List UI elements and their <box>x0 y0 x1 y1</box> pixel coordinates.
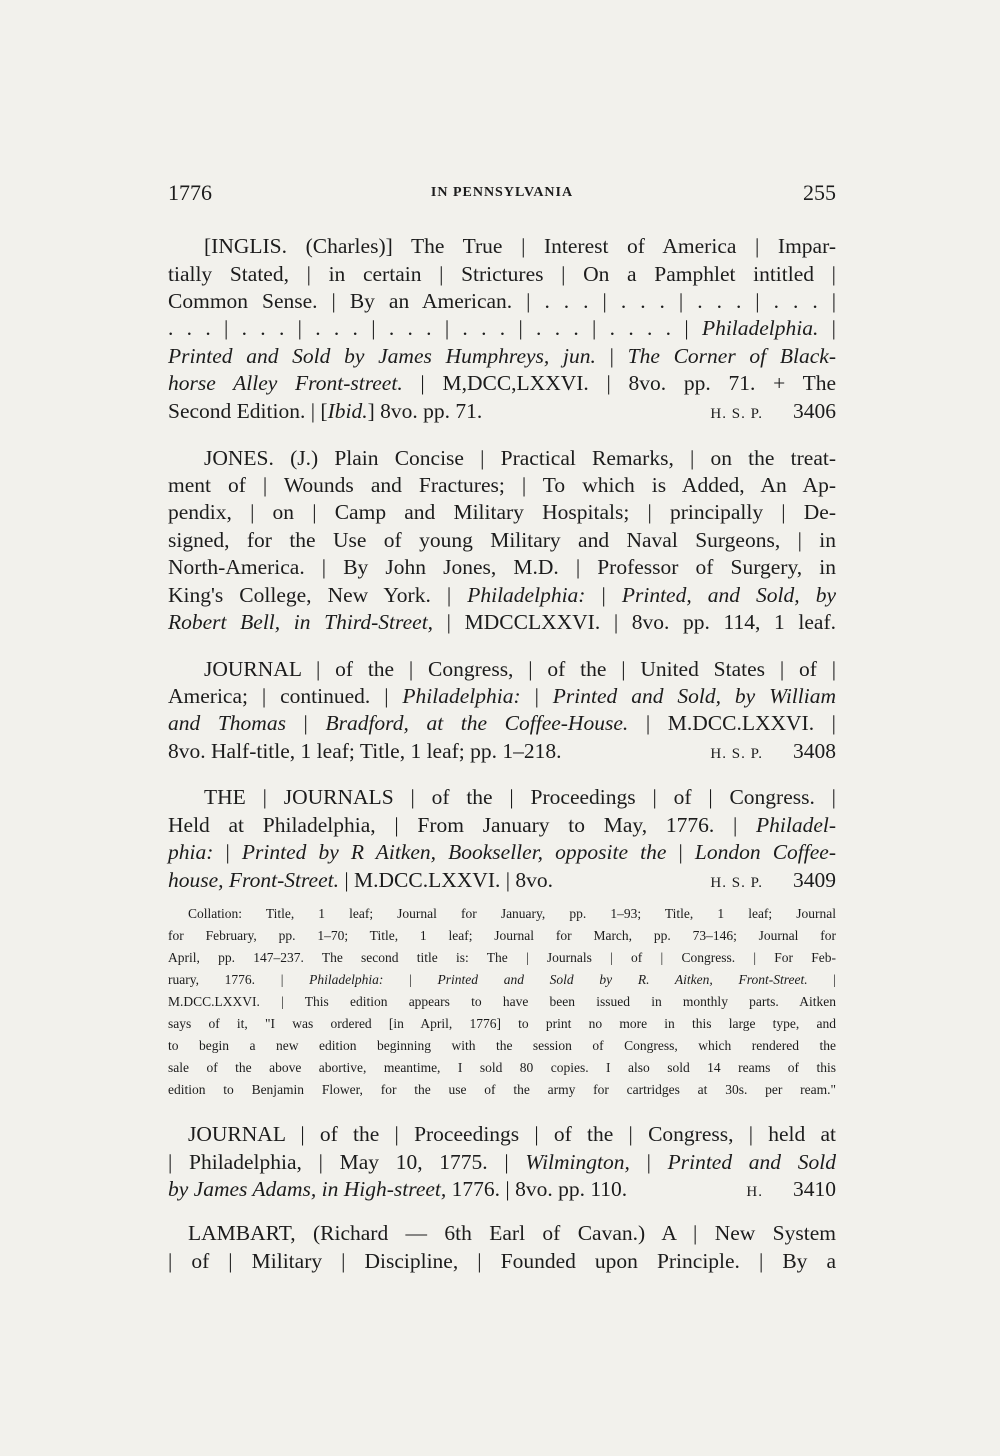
italic-text: Philadelphia: <box>402 684 521 708</box>
text-line <box>168 314 836 342</box>
italic-text: Printed and Sold, by William <box>552 684 836 708</box>
text-segment: | <box>807 972 836 987</box>
text-line <box>168 369 836 397</box>
italic-text: Printed and Sold <box>667 1150 836 1174</box>
italic-text: Printed and Sold by R. Aitken, Front-Street. <box>437 972 808 987</box>
italic-text: Printed by R Aitken, Bookseller, opposite the <box>241 840 667 864</box>
note-line <box>168 925 836 947</box>
text-line <box>168 1175 836 1203</box>
running-head <box>168 180 836 212</box>
text-segment: King's College, New York. | <box>168 583 468 607</box>
note-line <box>188 903 836 925</box>
text-line <box>168 811 836 839</box>
text-segment: America; | continued. | <box>168 684 403 708</box>
text-line <box>168 553 836 581</box>
note-line <box>168 1057 836 1079</box>
text-line <box>168 260 836 288</box>
italic-text: Philadelphia. <box>701 316 819 340</box>
italic-text: horse Alley Front-street. <box>168 371 403 395</box>
note-line <box>168 1035 836 1057</box>
text-segment: THE | JOURNALS | of the | Proceedings | of | Congress. | <box>204 785 836 809</box>
text-segment: | MDCCLXXVI. | 8vo. pp. 114, 1 leaf. <box>433 610 836 634</box>
entry-number: 3406 <box>793 399 836 423</box>
entry-number: 3408 <box>793 739 836 763</box>
running-head-year: 1776 <box>168 180 212 205</box>
text-line <box>168 581 836 609</box>
note-line <box>168 947 836 969</box>
text-segment: | Philadelphia, | May 10, 1775. | <box>168 1150 526 1174</box>
text-segment: | M,DCC,LXXVI. | 8vo. pp. 71. + The <box>402 371 837 395</box>
italic-text: by James Adams, in High-street, <box>168 1177 447 1201</box>
text-line <box>168 682 836 710</box>
text-segment: Collation: Title, 1 leaf; Journal for January, pp. 1–93; Title, 1 leaf; Journal <box>188 906 836 921</box>
text-line <box>168 838 836 866</box>
text-line <box>168 1247 836 1275</box>
italic-text: Philadel- <box>755 813 836 837</box>
italic-text: Wilmington, <box>525 1150 630 1174</box>
text-segment: Common Sense. | By an American. | . . . | . . . | . . . | . . . | <box>168 289 836 313</box>
text-line <box>188 1120 836 1148</box>
italic-text: Robert Bell, in Third-Street, <box>168 610 434 634</box>
text-segment: | M.DCC.LXXVI. | 8vo. <box>338 868 554 892</box>
text-line <box>168 709 836 737</box>
running-head-title: IN PENNSYLVANIA <box>430 185 574 200</box>
text-segment: | <box>666 840 695 864</box>
text-segment: M.DCC.LXXVI. | This edition appears to have been issued in monthly parts. Aitken <box>168 994 836 1009</box>
italic-text: Philadelphia: <box>467 583 586 607</box>
text-segment: JONES. (J.) Plain Concise | Practical Remarks, | on the treat- <box>204 446 836 470</box>
italic-text: Printed and Sold by James Humphreys, jun. <box>168 344 596 368</box>
text-line <box>168 397 836 425</box>
text-line <box>168 287 836 315</box>
text-segment: 1776. | 8vo. pp. 110. <box>446 1177 628 1201</box>
italic-text: Printed, and Sold, by <box>621 583 836 607</box>
italic-text: The Corner of Black- <box>627 344 836 368</box>
text-segment: North-America. | By John Jones, M.D. | Professor of Surgery, in <box>168 555 836 579</box>
text-line <box>168 608 836 636</box>
text-segment: | <box>585 583 622 607</box>
text-line <box>168 471 836 499</box>
text-segment: April, pp. 147–237. The second title is: The | Journals | of | Congress. | For Feb- <box>168 950 836 965</box>
text-segment: | <box>383 972 438 987</box>
text-segment: 8vo. Half-title, 1 leaf; Title, 1 leaf; pp. 1–218. <box>168 739 562 763</box>
text-segment: JOURNAL | of the | Proceedings | of the | Congress, | held at <box>188 1122 836 1146</box>
catalog-reference <box>746 1175 836 1206</box>
text-line <box>168 526 836 554</box>
page-number: 255 <box>803 180 836 205</box>
text-segment: | of | Military | Discipline, | Founded upon Principle. | By a <box>168 1249 836 1273</box>
holding-library: H. S. P. <box>710 406 763 422</box>
holding-library: H. S. P. <box>710 875 763 891</box>
text-line <box>188 1219 836 1247</box>
text-segment: [INGLIS. (Charles)] The True | Interest of America | Impar- <box>204 234 836 258</box>
text-segment: for February, pp. 1–70; Title, 1 leaf; Journal for March, pp. 73–146; Journal for <box>168 928 836 943</box>
entry-number: 3409 <box>793 868 836 892</box>
text-segment: ] 8vo. pp. 71. <box>367 399 483 423</box>
text-line <box>168 342 836 370</box>
italic-text: Ibid. <box>327 399 368 423</box>
holding-library: H. <box>746 1184 763 1200</box>
italic-text: phia: <box>168 840 214 864</box>
text-segment: sale of the above abortive, meantime, I sold 80 copies. I also sold 14 reams of this <box>168 1060 836 1075</box>
text-line <box>204 444 836 472</box>
text-line <box>204 783 836 811</box>
italic-text: Bradford, at the Coffee-House. <box>325 711 629 735</box>
text-line <box>168 498 836 526</box>
text-line <box>204 232 836 260</box>
note-line <box>168 1013 836 1035</box>
text-segment: pendix, | on | Camp and Military Hospitals; | principally | De- <box>168 500 836 524</box>
text-segment: edition to Benjamin Flower, for the use of the army for cartridges at 30s. per ream." <box>168 1082 836 1097</box>
note-line <box>168 991 836 1013</box>
text-segment: says of it, "I was ordered [in April, 1776] to print no more in this large type, and <box>168 1016 836 1031</box>
text-line <box>204 655 836 683</box>
text-segment: JOURNAL | of the | Congress, | of the | United States | of | <box>204 657 836 681</box>
text-segment: LAMBART, (Richard — 6th Earl of Cavan.) A | New System <box>188 1221 836 1245</box>
text-segment: | <box>595 344 628 368</box>
text-segment: Held at Philadelphia, | From January to May, 1776. | <box>168 813 756 837</box>
text-line <box>168 737 836 765</box>
text-segment: | <box>213 840 242 864</box>
holding-library: H. S. P. <box>710 746 763 762</box>
catalog-reference <box>710 737 836 768</box>
text-segment: . . . | . . . | . . . | . . . | . . . | . . . | . . . . | <box>168 316 702 340</box>
text-segment: ruary, 1776. | <box>168 972 310 987</box>
text-segment: ment of | Wounds and Fractures; | To which is Added, An Ap- <box>168 473 836 497</box>
italic-text: house, Front-Street. <box>168 868 339 892</box>
text-segment: | <box>818 316 836 340</box>
italic-text: and Thomas <box>168 711 286 735</box>
note-line <box>168 969 836 991</box>
italic-text: Philadelphia: <box>309 972 384 987</box>
text-line <box>168 866 836 894</box>
text-segment: Second Edition. | [ <box>168 399 328 423</box>
text-segment: | <box>629 1150 668 1174</box>
text-segment: | <box>285 711 326 735</box>
text-segment: | M.DCC.LXXVI. | <box>628 711 836 735</box>
italic-text: London Coffee- <box>694 840 836 864</box>
text-segment: | <box>520 684 553 708</box>
text-segment: to begin a new edition beginning with the session of Congress, which rendered the <box>168 1038 836 1053</box>
note-line <box>168 1079 836 1101</box>
catalog-reference <box>710 866 836 897</box>
text-segment: signed, for the Use of young Military and Naval Surgeons, | in <box>168 528 836 552</box>
text-segment: tially Stated, | in certain | Strictures | On a Pamphlet intitled | <box>168 262 836 286</box>
text-line <box>168 1148 836 1176</box>
catalog-reference <box>710 397 836 428</box>
entry-number: 3410 <box>793 1177 836 1201</box>
